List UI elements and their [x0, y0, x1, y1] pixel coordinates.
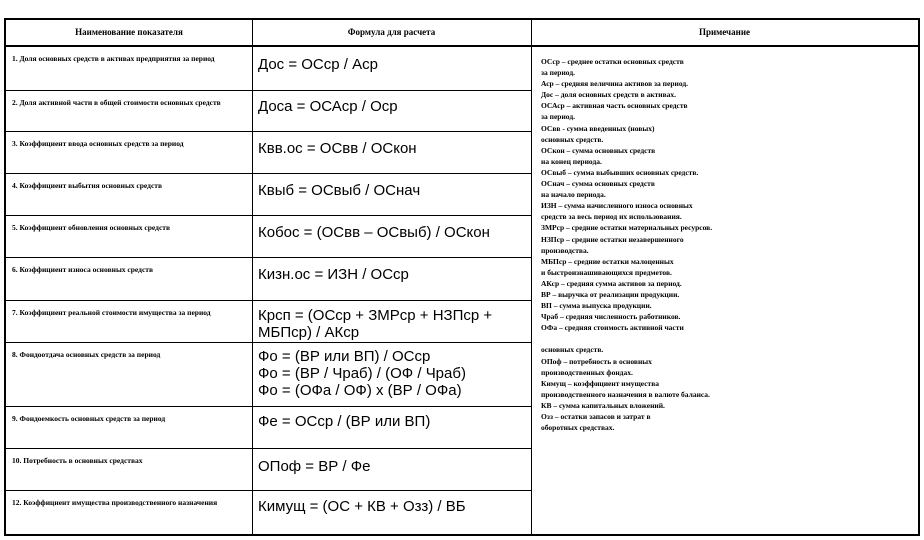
table-row	[6, 258, 531, 301]
indicator-name: 8. Фондоотдача основных средств за период	[12, 350, 161, 359]
indicator-name: 7. Коэффициент реальной стоимости имущества за период	[12, 308, 211, 317]
indicator-name: 3. Коэффициент ввода основных средств за период	[12, 139, 184, 148]
table-row	[6, 216, 531, 258]
table-row	[6, 343, 531, 407]
formula: Доса = ОСАср / Оср	[258, 98, 398, 115]
table-row	[6, 491, 531, 536]
table-row	[6, 47, 531, 91]
table-row	[6, 407, 531, 449]
table-row	[6, 449, 531, 491]
formula: Квв.ос = ОСвв / ОСкон	[258, 140, 417, 157]
indicator-name: 1. Доля основных средств в активах предприятия за период	[12, 54, 215, 63]
indicator-name: 2. Доля активной части в общей стоимости основных средств	[12, 98, 221, 107]
header-formula: Формула для расчета	[347, 27, 436, 37]
table-row	[6, 174, 531, 216]
indicator-name: 12. Коэффициент имущества производственного назначения	[12, 498, 218, 507]
column-divider-2	[531, 20, 532, 534]
formula: Фо = (ВР или ВП) / ОСср Фо = (ВР / Чраб) / (ОФ / Чраб) Фо = (ОФа / ОФ) х (ВР / ОФа)	[258, 348, 466, 399]
table-body	[6, 47, 531, 534]
table-header	[6, 20, 918, 47]
indicator-name: 4. Коэффициент выбытия основных средств	[12, 181, 163, 190]
formula: Кобос = (ОСвв – ОСвыб) / ОСкон	[258, 224, 490, 241]
table-row	[6, 91, 531, 132]
formula: Квыб = ОСвыб / ОСнач	[258, 182, 421, 199]
formula: Кимущ = (ОС + КВ + Озз) / ВБ	[258, 498, 466, 515]
indicator-name: 10. Потребность в основных средствах	[12, 456, 143, 465]
indicators-table	[4, 18, 920, 536]
indicator-name: 9. Фондоемкость основных средств за период	[12, 414, 166, 423]
notes-text: ОСср – среднее остатки основных средств за период. Аср – средняя величина активов за период. Дос – доля основных средств в активах. ОСАср – активная часть основных средств за период. ОСвв - сумма введенных (новых) основных средств. ОСкон – сумма основных средств на конец периода. ОСвыб – сумма выбывших основных средств. ОСнач – сумма основных средств на начало периода. ИЗН – сумма начисленного износа основных средств за весь период их использования. ЗМРср – средние остатки материальных ресурсов. НЗПср – средние остатки незавершенного производства. МБПср – средние остатки малоценных и быстроизнашивающихся предметов. АКср – средняя сумма активов за период. ВР – выручка от реализации продукции. ВП – сумма выпуска продукции. Чраб – средняя численность работников. ОФа – средняя стоимость активной части основных средств. ОПоф – потребность в основных производственных фондах. Кимущ – коэффициент имущества производственного назначения в валюте баланса. КВ – сумма капитальных вложений. Озз – остатки запасов и затрат в оборотных средствах.	[541, 57, 713, 433]
formula: Фе = ОСср / (ВР или ВП)	[258, 413, 431, 430]
formula: Кизн.ос = ИЗН / ОСср	[258, 266, 409, 283]
header-notes: Примечание	[698, 27, 751, 37]
formula: ОПоф = ВР / Фе	[258, 458, 371, 475]
indicator-name: 6. Коэффициент износа основных средств	[12, 265, 154, 274]
indicator-name: 5. Коэффициент обновления основных средств	[12, 223, 171, 232]
header-indicator-name: Наименование показателя	[75, 27, 183, 37]
table-row	[6, 301, 531, 343]
formula: Дос = ОСср / Аср	[258, 56, 378, 73]
table-row	[6, 132, 531, 174]
formula: Крсп = (ОСср + ЗМРср + НЗПср + МБПср) / АКср	[258, 307, 493, 341]
